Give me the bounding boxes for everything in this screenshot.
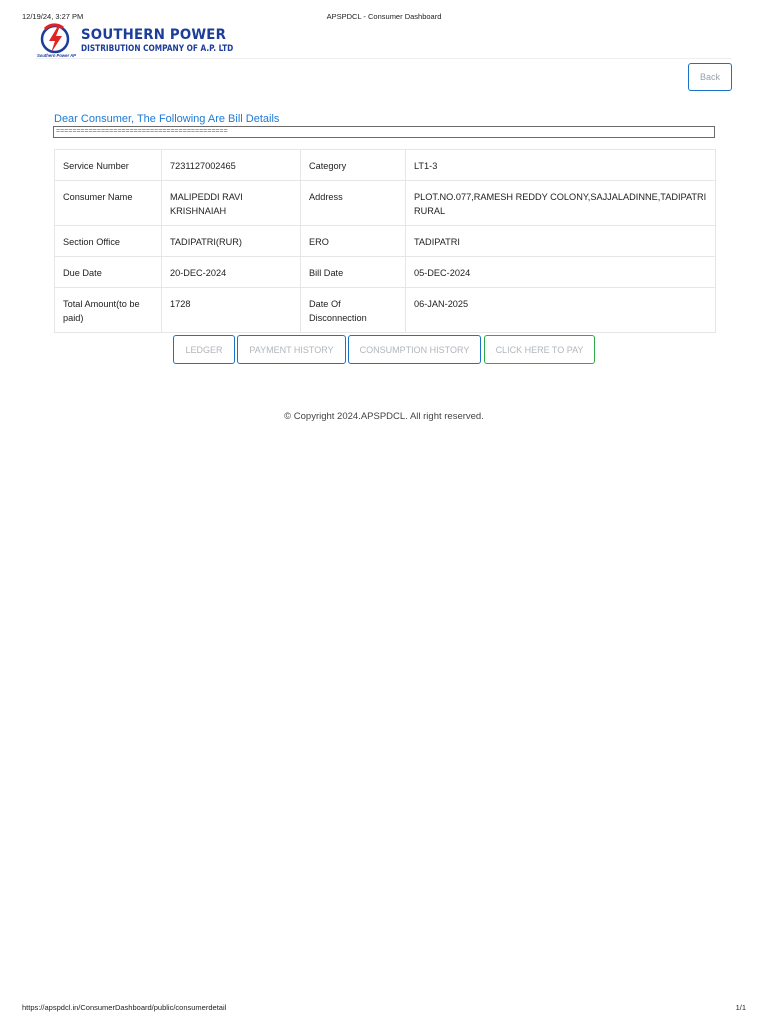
print-footer <box>22 1003 746 1013</box>
action-buttons <box>173 335 603 364</box>
consumer-name-value: MALIPEDDI RAVI KRISHNAIAH <box>162 181 301 226</box>
section-office-value: TADIPATRI(RUR) <box>162 226 301 257</box>
section-office-label: Section Office <box>55 226 162 257</box>
pay-button[interactable]: CLICK HERE TO PAY <box>484 335 595 364</box>
total-amount-label: Total Amount(to be paid) <box>55 288 162 333</box>
table-row <box>55 257 716 288</box>
due-date-value: 20-DEC-2024 <box>162 257 301 288</box>
category-label: Category <box>301 150 406 181</box>
total-amount-value: 1728 <box>162 288 301 333</box>
ero-value: TADIPATRI <box>406 226 716 257</box>
table-row <box>55 181 716 226</box>
power-bolt-logo-icon <box>36 23 74 57</box>
marquee-banner: ========================================== <box>53 126 715 138</box>
bill-date-value: 05-DEC-2024 <box>406 257 716 288</box>
table-row <box>55 288 716 333</box>
bill-date-label: Bill Date <box>301 257 406 288</box>
logo-subtitle: DISTRIBUTION COMPANY OF A.P. LTD <box>81 44 234 54</box>
ero-label: ERO <box>301 226 406 257</box>
print-page-number: 1/1 <box>735 1003 746 1012</box>
category-value: LT1-3 <box>406 150 716 181</box>
company-logo[interactable] <box>36 23 236 59</box>
logo-caption: Southern Power AP <box>37 53 76 58</box>
copyright-text: © Copyright 2024.APSPDCL. All right reserved. <box>284 411 484 422</box>
consumer-name-label: Consumer Name <box>55 181 162 226</box>
due-date-label: Due Date <box>55 257 162 288</box>
address-label: Address <box>301 181 406 226</box>
header-divider <box>36 58 732 59</box>
ledger-button[interactable]: LEDGER <box>173 335 235 364</box>
address-value: PLOT.NO.077,RAMESH REDDY COLONY,SAJJALADINNE,TADIPATRI RURAL <box>406 181 716 226</box>
print-page-title: APSPDCL - Consumer Dashboard <box>326 12 442 21</box>
print-datetime: 12/19/24, 3:27 PM <box>22 12 84 21</box>
disconnection-date-value: 06-JAN-2025 <box>406 288 716 333</box>
service-number-value: 7231127002465 <box>162 150 301 181</box>
logo-title: SOUTHERN POWER <box>81 27 227 43</box>
consumption-history-button[interactable]: CONSUMPTION HISTORY <box>348 335 481 364</box>
table-row <box>55 226 716 257</box>
print-header <box>22 12 746 22</box>
disconnection-date-label: Date Of Disconnection <box>301 288 406 333</box>
service-number-label: Service Number <box>55 150 162 181</box>
payment-history-button[interactable]: PAYMENT HISTORY <box>237 335 346 364</box>
table-row <box>55 150 716 181</box>
back-button[interactable]: Back <box>688 63 732 91</box>
bill-details-table <box>54 149 716 333</box>
bill-intro-heading: Dear Consumer, The Following Are Bill Details <box>54 113 280 125</box>
print-url: https://apspdcl.in/ConsumerDashboard/public/consumerdetail <box>22 1003 227 1012</box>
